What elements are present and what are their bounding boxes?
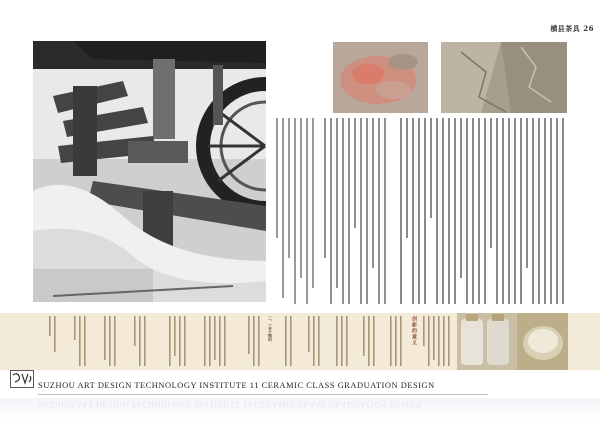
band-text-right [420, 316, 454, 368]
footer-divider [38, 394, 488, 395]
band-section-title: 创新的意义 [411, 316, 417, 346]
page-header: 横县茶具 26 [550, 24, 594, 33]
institute-title-reflection: SUZHOU ART DESIGN TECHNOLOGY INSTITUTE 11 CERAMIC CLASS GRADUATION DESIGN [38, 400, 423, 409]
body-text-column-1 [272, 118, 318, 308]
glaze-stone-photo-grey [441, 42, 567, 113]
band-text-middle [278, 316, 406, 368]
glaze-stone-photo-red [333, 42, 428, 113]
institute-title: SUZHOU ART DESIGN TECHNOLOGY INSTITUTE 11 CERAMIC CLASS GRADUATION DESIGN [38, 381, 435, 390]
band-subtitle: 二、工艺·釉料 [268, 316, 273, 342]
glaze-bottles-photo [457, 313, 568, 370]
institute-logo [10, 370, 34, 388]
body-text-column-3 [394, 118, 569, 308]
water-mill-photo [33, 41, 266, 302]
band-text-left [44, 316, 264, 368]
body-text-column-2 [320, 118, 390, 308]
